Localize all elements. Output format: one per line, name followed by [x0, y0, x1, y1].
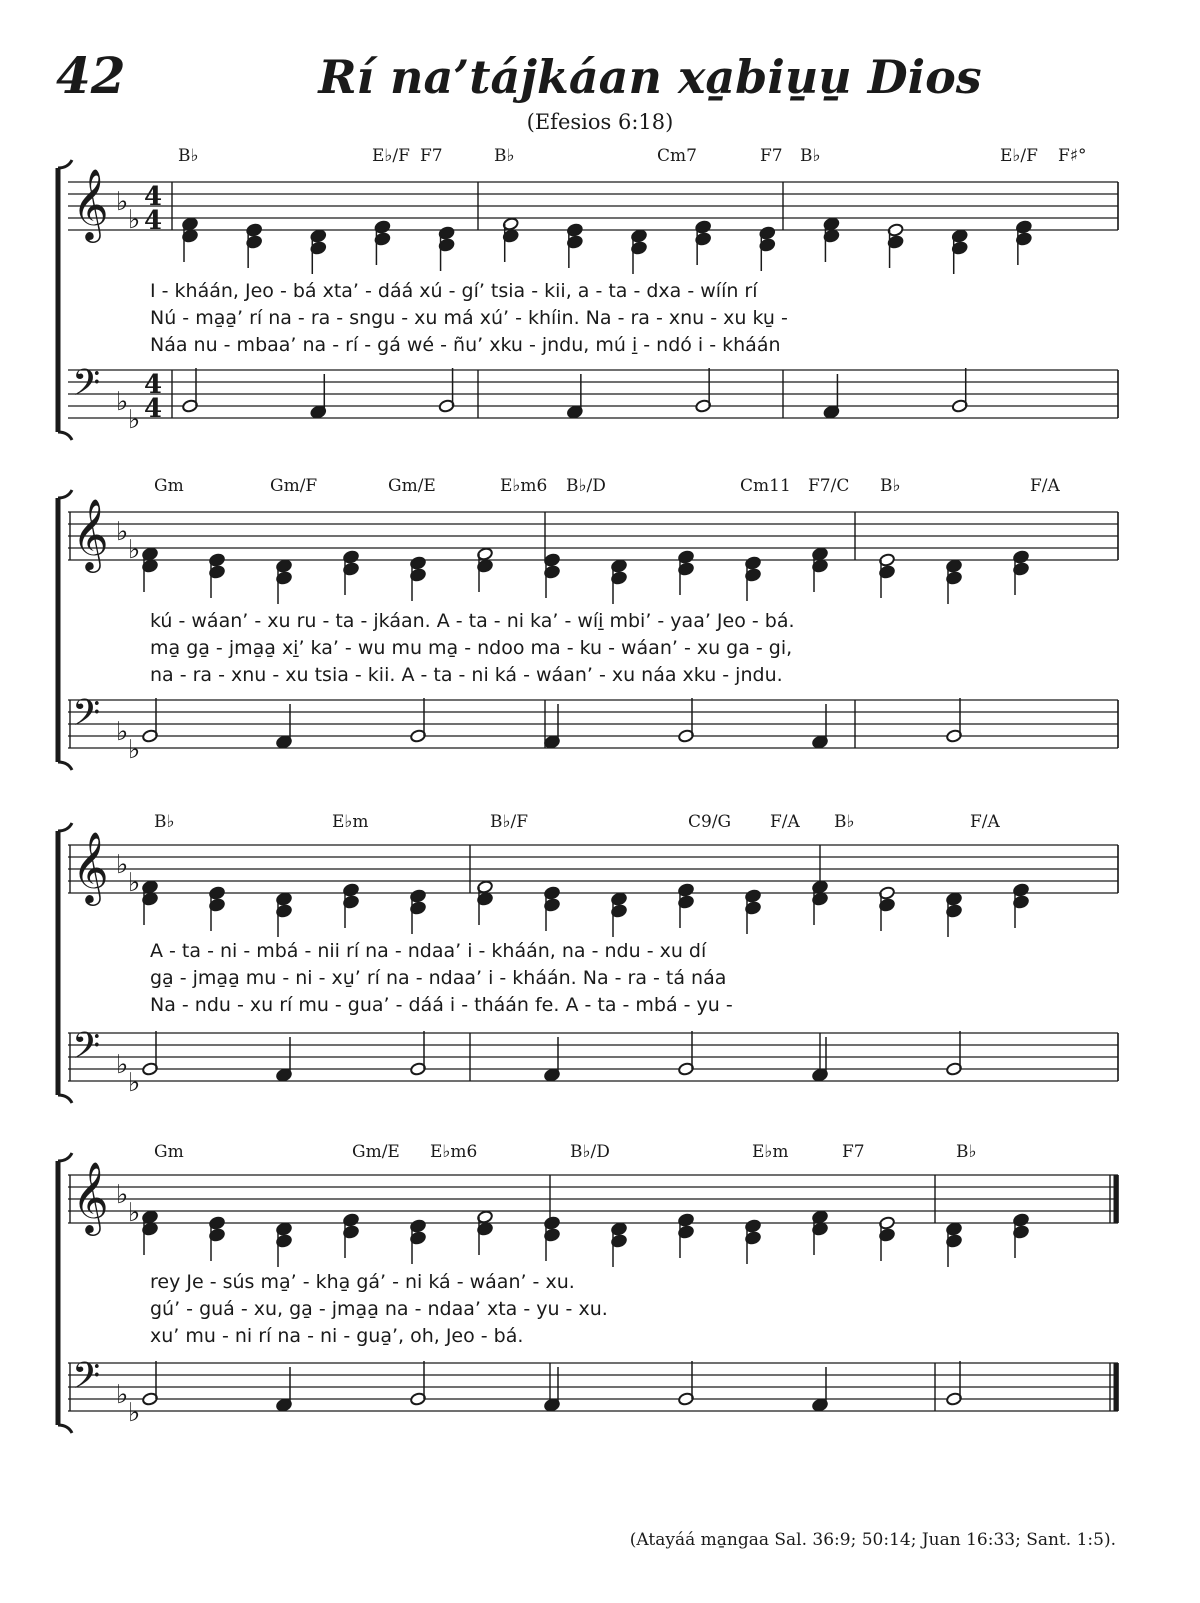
hymn-number: 42 — [56, 46, 126, 105]
system-bracket — [58, 1095, 72, 1103]
chord-symbol: B♭/D — [566, 476, 606, 496]
key-signature-flat: ♭ — [116, 1380, 129, 1410]
chord-symbol: F/A — [1030, 476, 1060, 496]
key-signature-flat: ♭ — [116, 1050, 129, 1080]
chord-symbol: C9/G — [688, 812, 732, 832]
lyric-verse-2: Nú - ma̱a̱’ rí na - ra - sngu - xu má xú’ - khíin. Na - ra - xnu - xu ku̱ - — [150, 307, 788, 329]
lyric-verse-3: Náa nu - mbaa’ na - rí - gá wé - ñu’ xku - jndu, mú i̱ - ndó i - kháán — [150, 334, 781, 356]
chord-symbol: B♭ — [178, 146, 199, 166]
key-signature-flat: ♭ — [116, 187, 129, 217]
key-signature-flat: ♭ — [128, 1068, 141, 1098]
chord-symbol: E♭/F — [372, 146, 410, 166]
chord-symbol: E♭m — [752, 1142, 789, 1162]
chord-symbol: B♭ — [494, 146, 515, 166]
key-signature-flat: ♭ — [128, 735, 141, 765]
treble-clef: 𝄞 — [72, 167, 109, 240]
lyric-verse-1: kú - wáan’ - xu ru - ta - jkáan. A - ta - ni ka’ - wíi̱ mbi’ - yaa’ Jeo - bá. — [150, 610, 795, 632]
chord-symbol: B♭ — [154, 812, 175, 832]
lyric-verse-3: Na - ndu - xu rí mu - gua’ - dáá i - tháán fe. A - ta - mbá - yu - — [150, 994, 733, 1016]
chord-symbol: F7 — [842, 1142, 865, 1162]
time-signature-bottom: 4 — [144, 206, 163, 236]
key-signature-flat: ♭ — [116, 387, 129, 417]
chord-symbol: B♭ — [834, 812, 855, 832]
bass-clef: 𝄢 — [72, 1025, 101, 1076]
chord-symbol: F7 — [420, 146, 443, 166]
chord-symbol: B♭ — [956, 1142, 977, 1162]
chord-symbol: F7 — [760, 146, 783, 166]
bass-clef: 𝄢 — [72, 692, 101, 743]
chord-symbol: Gm — [154, 476, 184, 496]
system-bracket — [58, 1425, 72, 1433]
chord-symbol: E♭m6 — [430, 1142, 478, 1162]
lyric-verse-2: ma̱ ga̱ - jma̱a̱ xi̱’ ka’ - wu mu ma̱ - ndoo ma - ku - wáan’ - xu ga - gi, — [150, 637, 793, 659]
hymn-title: Rí na’tájkáan xa̱biu̱u̱ Dios — [318, 50, 982, 104]
lyric-verse-3: xu’ mu - ni rí na - ni - gua̱’, oh, Jeo - bá. — [150, 1325, 524, 1347]
chord-symbol: F7/C — [808, 476, 850, 496]
key-signature-flat: ♭ — [128, 868, 141, 898]
time-signature-bottom: 4 — [144, 394, 163, 424]
lyric-verse-1: A - ta - ni - mbá - nii rí na - ndaa’ i - kháán, na - ndu - xu dí — [150, 940, 707, 962]
key-signature-flat: ♭ — [128, 205, 141, 235]
key-signature-flat: ♭ — [128, 1398, 141, 1428]
system-bracket — [58, 823, 72, 831]
chord-symbol: Gm/E — [388, 476, 436, 496]
time-signature-top: 4 — [144, 182, 163, 212]
treble-clef: 𝄞 — [72, 1160, 109, 1233]
chord-symbol: E♭/F — [1000, 146, 1038, 166]
scripture-reference: (Efesios 6:18) — [526, 110, 674, 134]
chord-symbol: Gm/F — [270, 476, 318, 496]
key-signature-flat: ♭ — [128, 535, 141, 565]
key-signature-flat: ♭ — [116, 517, 129, 547]
bass-clef: 𝄢 — [72, 362, 101, 413]
time-signature-top: 4 — [144, 370, 163, 400]
lyric-verse-1: rey Je - sús ma̱’ - kha̱ gá’ - ni ká - wáan’ - xu. — [150, 1271, 575, 1293]
system-bracket — [58, 432, 72, 440]
chord-symbol: B♭/F — [490, 812, 529, 832]
key-signature-flat: ♭ — [128, 1198, 141, 1228]
chord-symbol: F♯° — [1058, 146, 1087, 166]
chord-symbol: B♭ — [800, 146, 821, 166]
treble-clef: 𝄞 — [72, 830, 109, 903]
key-signature-flat: ♭ — [128, 405, 141, 435]
system-bracket — [58, 1153, 72, 1161]
chord-symbol: Cm11 — [740, 476, 791, 496]
lyric-verse-2: ga̱ - jma̱a̱ mu - ni - xu̱’ rí na - ndaa’ i - kháán. Na - ra - tá náa — [150, 967, 727, 989]
key-signature-flat: ♭ — [116, 850, 129, 880]
lyric-verse-1: I - kháán, Jeo - bá xta’ - dáá xú - gí’ tsia - kii, a - ta - dxa - wíín rí — [150, 280, 758, 302]
chord-symbol: F/A — [770, 812, 800, 832]
footer-references: (Atayáá ma̱ngaa Sal. 36:9; 50:14; Juan 16:33; Sant. 1:5). — [629, 1530, 1116, 1550]
bass-clef: 𝄢 — [72, 1355, 101, 1406]
treble-clef: 𝄞 — [72, 497, 109, 570]
chord-symbol: B♭ — [880, 476, 901, 496]
system-bracket — [58, 160, 72, 168]
chord-symbol: Gm — [154, 1142, 184, 1162]
lyric-verse-2: gú’ - guá - xu, ga̱ - jma̱a̱ na - ndaa’ xta - yu - xu. — [150, 1298, 608, 1320]
system-bracket — [58, 762, 72, 770]
lyric-verse-3: na - ra - xnu - xu tsia - kii. A - ta - ni ká - wáan’ - xu náa xku - jndu. — [150, 664, 783, 686]
system-bracket — [58, 490, 72, 498]
key-signature-flat: ♭ — [116, 717, 129, 747]
chord-symbol: E♭m6 — [500, 476, 548, 496]
chord-symbol: F/A — [970, 812, 1000, 832]
chord-symbol: Gm/E — [352, 1142, 400, 1162]
chord-symbol: B♭/D — [570, 1142, 610, 1162]
key-signature-flat: ♭ — [116, 1180, 129, 1210]
chord-symbol: Cm7 — [657, 146, 697, 166]
chord-symbol: E♭m — [332, 812, 369, 832]
